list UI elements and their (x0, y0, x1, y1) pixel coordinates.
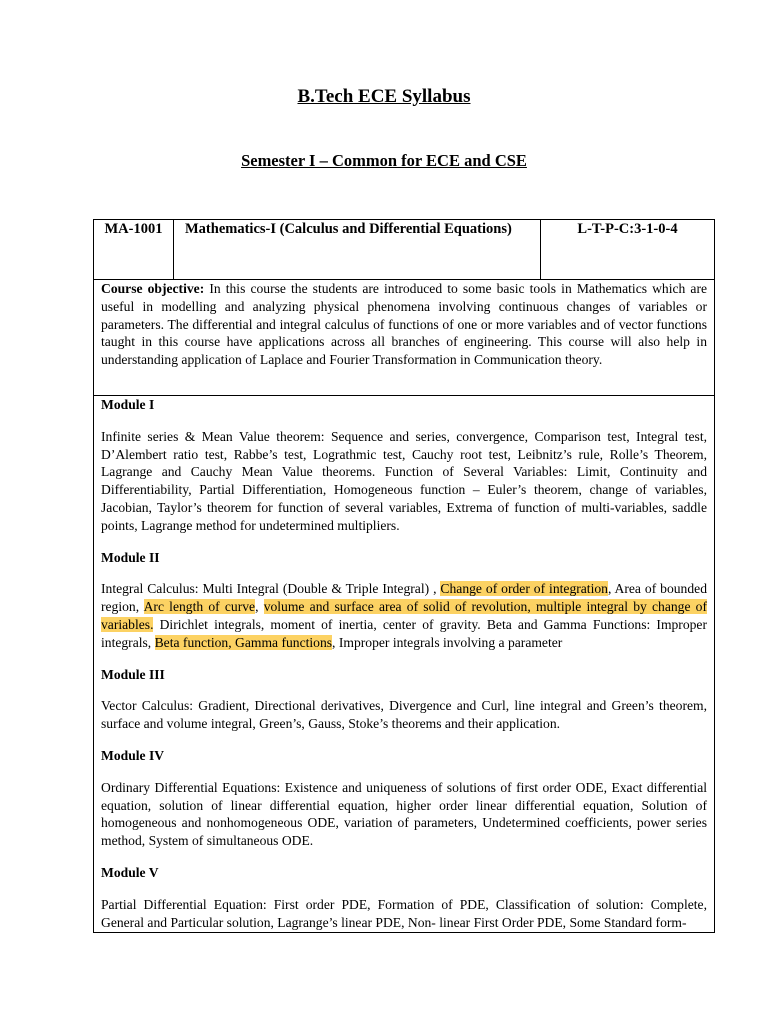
modules-section (94, 396, 714, 931)
course-ltpc: L-T-P-C:3-1-0-4 (577, 221, 678, 237)
module-content (101, 580, 707, 651)
highlighted-text: Change of order of integration (440, 581, 608, 597)
highlighted-text: volume and surface area of solid of revolution, multiple integral by change of variables. (101, 599, 708, 632)
objective-label: Course objective: (101, 281, 205, 296)
course-code: MA-1001 (94, 220, 174, 279)
module-text: , Improper integrals involving a parameter (332, 634, 563, 650)
module-text: Dirichlet integrals, moment of inertia, center of gravity. Beta and Gamma Functions: Improper integrals, (101, 616, 707, 650)
module-text: Infinite series & Mean Value theorem: Sequence and series, convergence, Comparison test, Integral test, D’Alembert ratio test, Rabbe’s test, Lograthmic test, Cauchy root test, Leibnitz’s rule, Rolle’s Theorem, Lagrange and Cauchy Mean Value theorems. Function of Several Variables: Limit, Continuity and Differentiability, Partial Differentiation, Homogeneous function – Euler’s theorem, change of variables, Jacobian, Taylor’s theorem for function of several variables, Extrema of function of multi-variables, saddle points, Lagrange method for undetermined multipliers. (101, 428, 707, 533)
module-content (101, 896, 707, 932)
module-heading: Module IV (101, 747, 165, 763)
module-heading: Module I (101, 397, 155, 412)
module-heading: Module V (101, 864, 159, 880)
module-text: Ordinary Differential Equations: Existence and uniqueness of solutions of first order ODE, Exact differential equation, solution of linear differential equation, higher order linear differential equation, Solution of homogeneous and nonhomogeneous ODE, variation of parameters, Undetermined coefficients, power series method, System of simultaneous ODE. (101, 779, 707, 849)
module-content (101, 428, 707, 535)
course-header-row (94, 220, 714, 280)
module-heading: Module III (101, 666, 165, 682)
module-content (101, 779, 707, 850)
module-heading: Module II (101, 549, 160, 565)
module-content (101, 697, 707, 733)
module-text: , Area of bounded region, (101, 581, 707, 615)
highlighted-text: Beta function, Gamma functions (154, 634, 333, 650)
objective-text: In this course the students are introduced to some basic tools in Mathematics which are useful in modelling and analyzing physical phenomena involving continuous changes of variables or parameters. The differential and integral calculus of functions of one or more variables and of vector functions taught in this course have applications across all branches of engineering. This course will also help in understanding application of Laplace and Fourier Transformation in Communication theory. (101, 281, 708, 368)
course-table (93, 219, 715, 933)
module-text: , (255, 599, 264, 615)
highlighted-text: Arc length of curve (143, 599, 256, 615)
course-objective (94, 280, 714, 396)
module-text: Vector Calculus: Gradient, Directional derivatives, Divergence and Curl, line integral and Green’s theorem, surface and volume integral, Green’s, Gauss, Stoke’s theorems and their application. (101, 698, 707, 732)
course-name: Mathematics-I (Calculus and Differential Equations) (174, 220, 541, 279)
module-text: Partial Differential Equation: First order PDE, Formation of PDE, Classification of solution: Complete, General and Particular solution, Lagrange’s linear PDE, Non- linear First Order PDE, Some Standard form- (101, 896, 707, 930)
module-text: Integral Calculus: Multi Integral (Double & Triple Integral) , (101, 581, 441, 597)
document-title: B.Tech ECE Syllabus (297, 86, 471, 107)
semester-heading: Semester I – Common for ECE and CSE (241, 151, 527, 170)
